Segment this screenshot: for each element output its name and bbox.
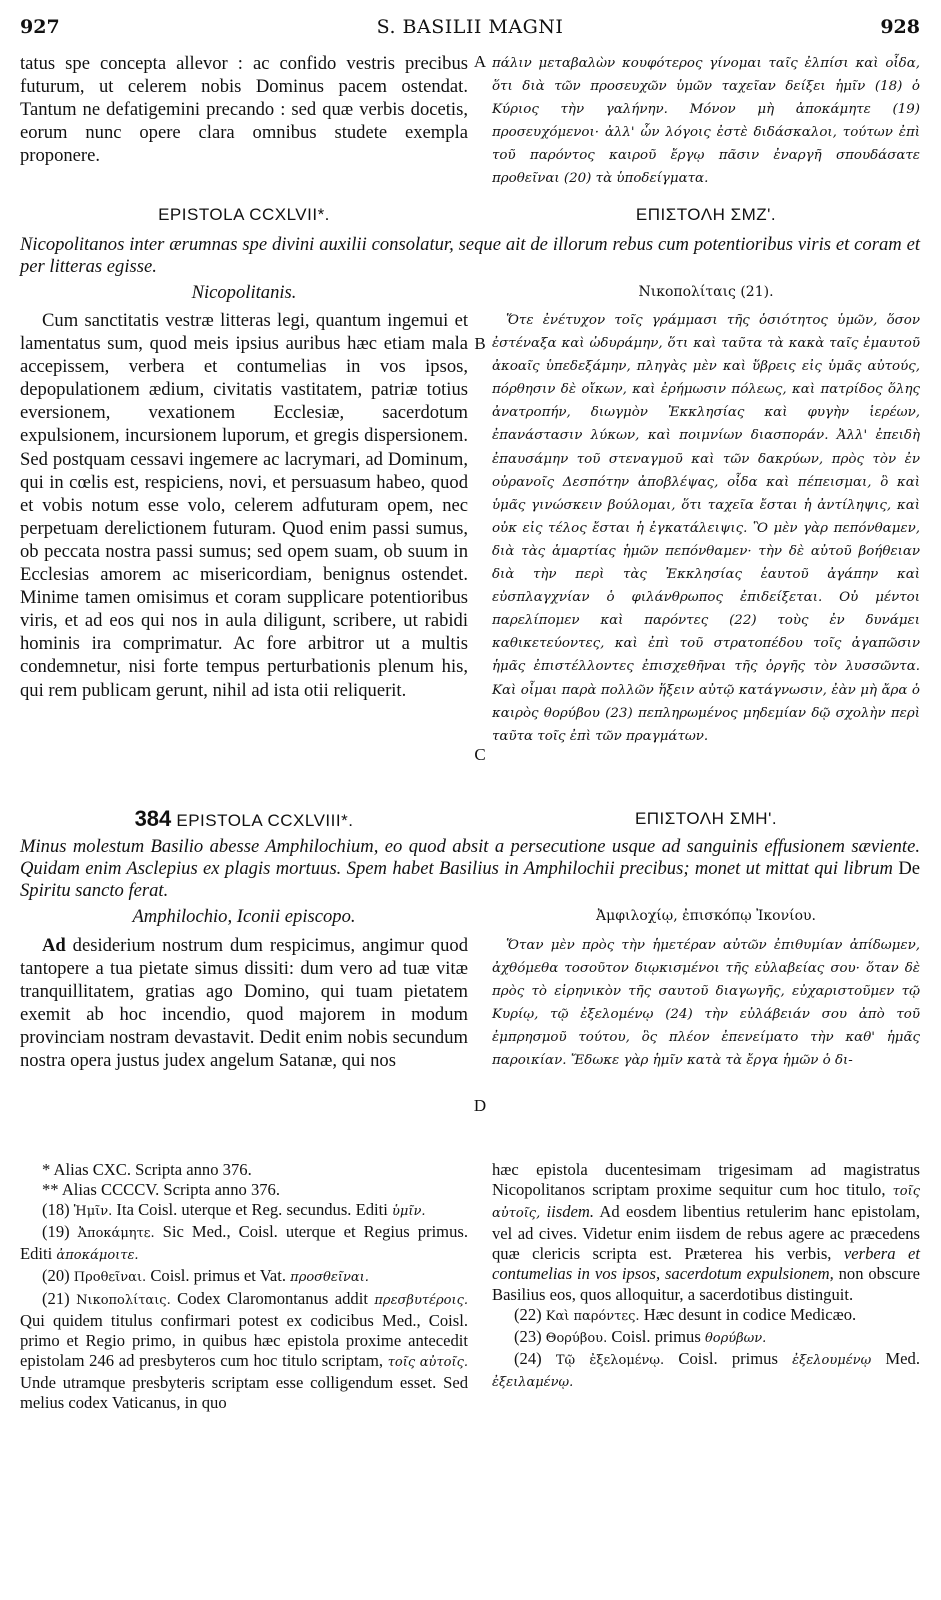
- footnote-21: (21) Νικοπολίταις. Codex Claromontanus addit πρεσβυτέροις. Qui quidem titulus confirmari potest ex codicibus Med., Coisl. primo et Regio primo, in quibus hæc epistola proxime antecedit epistolam 246 ad presbyteros cum hoc titulo scriptam, τοῖς αὐτοῖς. Unde utramque presbyteris scriptam esse colligendum esset. Sed melius codex Vaticanus, in quo: [20, 1288, 468, 1413]
- running-title: S. BASILII MAGNI: [376, 16, 564, 38]
- top-latin-text: tatus spe concepta allevor : ac confido vestris precibus futurum, ut celerem nobis Dominus pacem ostendat. Tantum ne defatigemini precando : sed quæ verbis docetis, eorum nunc opere clara omnibus studete exempla proponere.: [20, 53, 468, 167]
- ep248-summary: [20, 836, 920, 902]
- page-number-left: 927: [20, 16, 60, 38]
- footnote-19: (19) Ἀποκάμητε. Sic Med., Coisl. uterque et Regius primus. Editi ἀποκάμοιτε.: [20, 1222, 468, 1264]
- footnote-star: * Alias CXC. Scripta anno 376.: [42, 1160, 252, 1179]
- footnote-23: (23) Θορύβου. Coisl. primus θορύβων.: [514, 1326, 767, 1346]
- ep248-latin-initial: Ad: [42, 935, 66, 956]
- footnote-24: (24) Τῷ ἐξελομένῳ. Coisl. primus ἐξελουμένῳ Med. ἐξειλαμένῳ.: [492, 1348, 920, 1390]
- ep248-latin-text: [20, 934, 468, 1073]
- ep247-address-latin: Nicopolitanis.: [191, 282, 297, 303]
- margin-letter-d: D: [473, 1096, 487, 1115]
- ep247-address-greek: Νικοπολίταις (21).: [638, 284, 774, 300]
- footnotes-right: [492, 1160, 920, 1393]
- margin-letter-c: C: [474, 745, 486, 764]
- ep248-address-greek: Ἀμφιλοχίῳ, ἐπισκόπῳ Ἰκονίου.: [596, 908, 816, 924]
- top-greek-text: πάλιν μεταβαλὼν κουφότερος γίνομαι ταῖς ἐλπίσι καὶ οἶδα, ὅτι διὰ τῶν προσευχῶν ὑμῶν ταχεῖαν δείξει ἡμῖν (18) ὁ Κύριος τὴν γαλήνην. Μόνον μὴ ἀποκάμητε (19) προσευχόμενοι· ἀλλ' ὧν λόγοις ἐστὲ διδάσκαλοι, τούτων ἐπὶ τοῦ παρόντος καιροῦ ἔργῳ πᾶσιν ἐναργῆ σπουδάσατε προθεῖναι (20) τὰ ὑποδείγματα.: [492, 56, 920, 187]
- ep247-title-greek: ΕΠΙΣΤΟΛΗ ΣΜΖ'.: [635, 205, 777, 224]
- ep248-heading-latin: [20, 806, 468, 832]
- ep248-address-latin: Amphilochio, Iconii episcopo.: [132, 906, 356, 927]
- page-number-right: 928: [880, 16, 920, 38]
- ep248-summary-text: Minus molestum Basilio abesse Amphilochium, eo quod absit a persecutione usque ad sanguinis effusionem sæviente. Quidam enim Asclepius ex plagis mortuus. Spem habet Basilius in Amphilochii precibus; monet ut mittat qui librum: [20, 836, 920, 879]
- footnote-double-star: ** Alias CCCCV. Scripta anno 376.: [42, 1180, 281, 1200]
- footnote-18: (18) Ἡμῖν. Ita Coisl. uterque et Reg. secundus. Editi ὑμῖν.: [42, 1200, 426, 1220]
- ep248-title-latin: EPISTOLA CCXLVIII*.: [176, 811, 354, 830]
- ep247-latin-text: Cum sanctitatis vestræ litteras legi, quantum ingemui et lamentatus sum, quod meis ipsius auribus hæc etiam mala accepissem, verbera et contumelias in vos ipsos, depopulationem ædium, civitatis vastitatem, patriæ totius eversionem, vexationem Ecclesiæ, sacerdotum expulsionem, incursionem luporum, et gregis dispersionem. Sed postquam cessavi ingemere ac lacrymari, ad Dominum, qui in cœlis est, respiciens, novi, et persuasum habeo, quod et vobis notum esse volo, celerem adfuturam opem, nec perpetuam derelictionem futuram. Quod enim passi sumus, ob peccata nostra passi sumus; sed opem suam, ob suum in Ecclesias amorem ac misericordiam, benignus ostendet. Minime tamen omisimus et coram supplicare potentioribus viris, et ad eos qui nos in aula diligunt, scribere, ut rabidi hominis ira comprimatur. Ac fore arbitror ut a multis condemnetur, nisi forte tempus perturbationis plenum his, qui rem publicam gerunt, nihil ad ista otii reliquerit.: [20, 310, 468, 701]
- margin-letter-a: A: [473, 52, 487, 71]
- footnote-21-continued: hæc epistola ducentesimam trigesimam ad magistratus Nicopolitanos scriptam proxime sequitur cum hoc titulo, τοῖς αὐτοῖς, iisdem. Ad eosdem libentius retulerim hanc epistolam, vel ad cives. Videtur enim iisdem de rebus agere ac præcedens quæ clericis scripta est. Præterea his verbis, verbera et contumelias in vos ipsos, sacerdotum expulsionem, non obscure Basilius eos, quos alloquitur, a sacerdotibus distinguit.: [492, 1160, 920, 1304]
- ep248-summary-end: ferat.: [128, 880, 169, 901]
- footnote-22: (22) Καὶ παρόντες. Hæc desunt in codice Medicæo.: [514, 1304, 857, 1324]
- column-number: 384: [134, 806, 172, 831]
- ep248-greek-text: Ὅταν μὲν πρὸς τὴν ἡμετέραν αὐτῶν ἐπιθυμίαν ἀπίδωμεν, ἀχθόμεθα τοσοῦτον διῳκισμένοι τῆς εὐλαβείας σου· ὅταν δὲ πρὸς τὸ εἰρηνικὸν τῆς σαυτοῦ διαγωγῆς, εὐχαριστοῦμεν τῷ Κυρίῳ, τῷ ἐξελομένῳ (24) τὴν εὐλάβειάν σου ἀπὸ τοῦ ἐμπρησμοῦ τούτου, ὃς πλέον ἐπενείματο τὴν καθ' ἡμᾶς παροικίαν. Ἔδωκε γὰρ ἡμῖν κατὰ τὰ ἔργα ἡμῶν ὁ δι-: [492, 938, 920, 1069]
- ep247-summary: Nicopolitanos inter ærumnas spe divini auxilii consolatur, seque ait de illorum rebus cum potentioribus viris et coram et per litteras egisse.: [20, 234, 920, 277]
- footnote-20: (20) Προθεῖναι. Coisl. primus et Vat. προσθεῖναι.: [42, 1266, 369, 1286]
- page-header: [20, 16, 920, 40]
- ep247-title-latin: EPISTOLA CCXLVII*.: [158, 205, 330, 224]
- ep248-summary-book-title: Spiritu sancto: [20, 880, 124, 901]
- margin-letter-b: B: [474, 334, 486, 353]
- ep248-title-greek: ΕΠΙΣΤΟΛΗ ΣΜΗ'.: [634, 809, 778, 828]
- ep248-latin-body: desiderium nostrum dum respicimus, angimur quod tantopere a tua pietate simus dissiti: dum vero ad tuæ vitæ tranquillitatem, gratias ago Domino, qui tuam pietatem exemit ab hoc incendio, quod majorem in modum provinciam nostram devastavit. Dedit enim nobis secundum nostra opera justus judex angelum Satanæ, qui nos: [20, 935, 468, 1072]
- ep248-summary-book-de: De: [898, 858, 920, 879]
- footnotes-left: [20, 1160, 468, 1413]
- ep247-greek-text: Ὅτε ἐνέτυχον τοῖς γράμμασι τῆς ὁσιότητος ὑμῶν, ὅσον ἐστέναξα καὶ ὠδυράμην, ὅτι καὶ ταῦτα τὰ κακὰ ταῖς ἐμαυτοῦ ἀκοαῖς ὑπεδεξάμην, πληγὰς μὲν καὶ ὕβρεις εἰς ὑμᾶς αὐτούς, πόρθησιν δὲ οἴκων, καὶ ἐρήμωσιν πόλεως, καὶ πατρίδος ὅλης ἀνατροπήν, διωγμὸν Ἐκκλησίας καὶ φυγὴν ἱερέων, ἐπανάστασιν λύκων, καὶ ποιμνίων διασποράν. Ἀλλ' ἐπειδὴ ἐπαυσάμην τοῦ στεναγμοῦ καὶ τῶν δακρύων, πρὸς τὸν ἐν οὐρανοῖς Δεσπότην ἀποβλέψας, οἶδα καὶ πέπεισμαι, ὃ καὶ ὑμᾶς γινώσκειν βούλομαι, ὅτι ταχεῖα ἔσται ἡ ἀντίληψις, καὶ οὐκ εἰς τέλος ἔσται ἡ ἐγκατάλειψις. Ὃ μὲν γὰρ πεπόνθαμεν, διὰ τὰς ἁμαρτίας ἡμῶν πεπόνθαμεν· τὴν δὲ αὐτοῦ βοήθειαν διὰ τὴν περὶ τὰς Ἐκκλησίας ἑαυτοῦ ἀγάπην καὶ εὐσπλαγχνίαν ὁ φιλάνθρωπος ἐπιδείξεται. Οὐ μέντοι παρελίπομεν καὶ παρόντες (22) τοὺς ἐν δυνάμει καθικετεύοντες, καὶ ἐπὶ τοῦ στρατοπέδου τοῖς ἀγαπῶσιν ἡμᾶς ἐπιστέλλοντες ἐπισχεθῆναι τῆς ὀργῆς τὸν λυσσῶντα. Καὶ οἶμαι παρὰ πολλῶν ἥξειν αὐτῷ κατάγνωσιν, ἐὰν μὴ ἄρα ὁ καιρὸς θορύβου (23) πεπληρωμένος μηδεμίαν δῷ σχολὴν περὶ ταῦτα τοῖς ἐπὶ τῶν πραγμάτων.: [492, 313, 920, 744]
